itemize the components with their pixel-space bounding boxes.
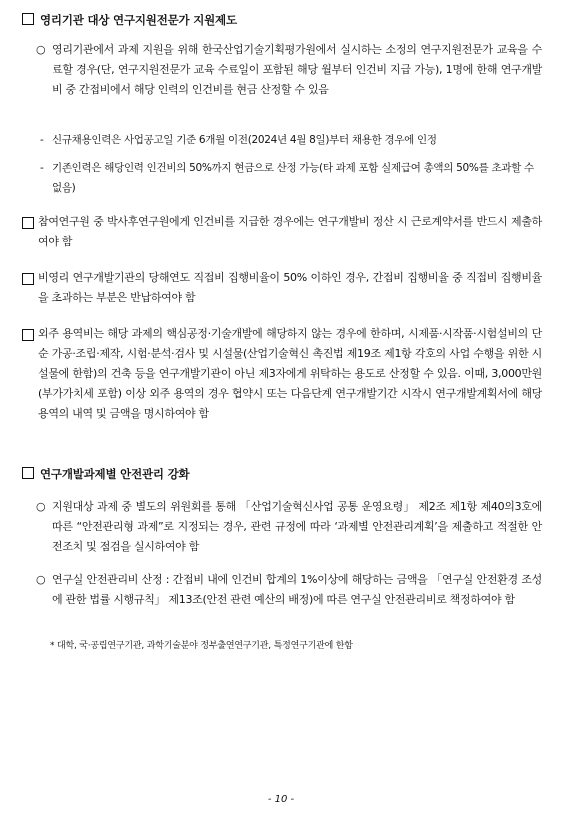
box-item (22, 212, 542, 252)
checkbox-square-icon (22, 467, 34, 479)
bullet-text: 연구실 안전관리비 산정 : 간접비 내에 인건비 합계의 1%이상에 해당하는 금액을 「연구실 안전환경 조성에 관한 법률 시행규칙」 제13조(안전 관련 예산의 배정)에 따른 연구실 안전관리비로 책정하여야 함 (52, 573, 542, 606)
box-item (22, 324, 542, 424)
dash-mark: - (40, 162, 44, 174)
section-heading-text: 영리기관 대상 연구지원전문가 지원제도 (40, 13, 237, 27)
bullet-text: 지원대상 과제 중 별도의 위원회를 통해 「산업기술혁신사업 공통 운영요령」 제2조 제1항 제40의3호에 따른 “안전관리형 과제”로 지정되는 경우, 관련 규정에 따라 ‘과제별 안전관리계획’을 제출하고 적절한 안전조치 및 점검을 실시하여야 함 (52, 500, 542, 553)
box-item-text: 비영리 연구개발기관의 당해연도 직접비 집행비율이 50% 이하인 경우, 간접비 집행비율 중 직접비 집행비율을 초과하는 부분은 반납하여야 함 (38, 271, 542, 304)
dash-text: 신규채용인력은 사업공고일 기준 6개월 이전(2024년 4월 8일)부터 채용한 경우에 인정 (52, 134, 437, 146)
footnote: * 대학, 국·공립연구기관, 과학기술분야 정부출연연구기관, 특정연구기관에 한함 (50, 641, 353, 651)
section-heading-text: 연구개발과제별 안전관리 강화 (40, 467, 190, 481)
checkbox-square-icon (22, 217, 34, 229)
checkbox-square-icon (22, 329, 34, 341)
section-heading (22, 12, 237, 28)
bullet-item (36, 40, 542, 100)
circle-bullet-icon: ○ (36, 500, 46, 513)
section-heading (22, 466, 189, 482)
dash-mark: - (40, 134, 44, 146)
bullet-item (36, 497, 542, 557)
box-item-text: 외주 용역비는 해당 과제의 핵심공정·기술개발에 해당하지 않는 경우에 한하며, 시제품·시작품·시험설비의 단순 가공·조립·제작, 시험·분석·검사 및 시설물(산업기술혁신 촉진법 제19조 제1항 각호의 사업 수행을 위한 시설물에 한함)의 건축 등을 연구개발기관이 아닌 제3자에게 위탁하는 용도로 산정할 수 있음. 이때, 3,000만원(부가가치세 포함) 이상 외주 용역의 경우 협약시 또는 다음단계 연구개발기간 시작시 연구개발계획서에 해당 용역의 내역 및 금액을 명시하여야 함 (38, 327, 542, 420)
dash-item (40, 130, 542, 150)
box-item-text: 참여연구원 중 박사후연구원에게 인건비를 지급한 경우에는 연구개발비 정산 시 근로계약서를 반드시 제출하여야 함 (38, 215, 542, 248)
dash-text: 기존인력은 해당인력 인건비의 50%까지 현금으로 산정 가능(타 과제 포함 실제급여 총액의 50%를 초과할 수 없음) (52, 162, 534, 194)
page-number: - 10 - (267, 794, 295, 805)
checkbox-square-icon (22, 13, 34, 25)
checkbox-square-icon (22, 273, 34, 285)
box-item (22, 268, 542, 308)
bullet-item (36, 570, 542, 610)
circle-bullet-icon: ○ (36, 573, 46, 586)
circle-bullet-icon: ○ (36, 43, 46, 56)
bullet-text: 영리기관에서 과제 지원을 위해 한국산업기술기획평가원에서 실시하는 소정의 연구지원전문가 교육을 수료할 경우(단, 연구지원전문가 교육 수료일이 포함된 해당 월부터 인건비 지급 가능), 1명에 한해 연구개발비 중 간접비에서 해당 인력의 인건비를 현금 산정할 수 있음 (52, 43, 542, 96)
dash-item (40, 158, 542, 198)
